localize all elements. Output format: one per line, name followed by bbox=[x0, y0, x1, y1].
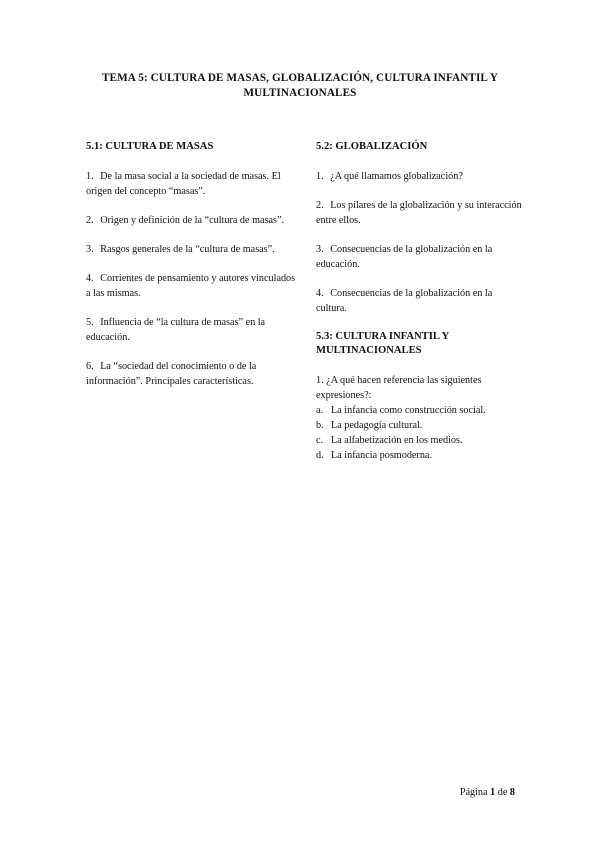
list-item bbox=[316, 286, 522, 316]
item-number: 1. bbox=[316, 374, 324, 386]
item-number: 3. bbox=[316, 243, 324, 255]
item-number: 5. bbox=[86, 316, 94, 328]
list-item bbox=[316, 373, 522, 403]
list-item bbox=[316, 198, 522, 228]
sub-list-item bbox=[316, 403, 522, 418]
item-text: ¿A qué llamamos globalización? bbox=[330, 170, 463, 182]
sub-list-item bbox=[316, 433, 522, 448]
sub-item-text: La pedagogía cultural. bbox=[331, 419, 423, 431]
item-number: 4. bbox=[86, 272, 94, 284]
sub-item-letter: a. bbox=[316, 404, 324, 416]
list-item bbox=[86, 213, 296, 228]
sub-item-letter: d. bbox=[316, 449, 324, 461]
sub-list-item bbox=[316, 448, 522, 463]
item-text: Influencia de “la cultura de masas” en la educación. bbox=[86, 316, 266, 343]
right-column bbox=[316, 140, 522, 463]
sub-list-item bbox=[316, 418, 522, 433]
total-pages-number: 8 bbox=[509, 787, 515, 798]
page-number-footer bbox=[460, 786, 515, 800]
sub-item-text: La infancia como construcción social. bbox=[331, 404, 486, 416]
list-item bbox=[86, 271, 296, 301]
sub-item-letter: b. bbox=[316, 419, 324, 431]
page-title bbox=[80, 71, 520, 101]
list-item bbox=[86, 315, 296, 345]
item-number: 2. bbox=[86, 214, 94, 226]
item-number: 6. bbox=[86, 360, 94, 372]
item-text: La “sociedad del conocimiento o de la información”. Principales características. bbox=[86, 360, 257, 387]
item-text: ¿A qué hacen referencia las siguientes expresiones?: bbox=[316, 374, 482, 401]
list-item bbox=[316, 242, 522, 272]
section-title-globalizacion: 5.2: GLOBALIZACIÓN bbox=[316, 141, 428, 152]
item-text: Corrientes de pensamiento y autores vinculados a las mismas. bbox=[86, 272, 296, 299]
item-text: De la masa social a la sociedad de masas. El origen del concepto “masas”. bbox=[86, 170, 281, 197]
section-title-cultura-de-masas: 5.1: CULTURA DE MASAS bbox=[86, 141, 214, 152]
item-number: 4. bbox=[316, 287, 324, 299]
list-item bbox=[316, 169, 522, 184]
item-number: 1. bbox=[86, 170, 94, 182]
page-label: Página bbox=[459, 787, 488, 798]
item-number: 1. bbox=[316, 170, 324, 182]
title-line-2: MULTINACIONALES bbox=[243, 87, 357, 99]
of-label: de bbox=[497, 787, 508, 798]
sub-item-text: La infancia posmoderna. bbox=[331, 449, 432, 461]
left-column bbox=[86, 140, 296, 403]
section-title-cultura-infantil: 5.3: CULTURA INFANTIL Y MULTINACIONALES bbox=[316, 330, 449, 356]
item-number: 3. bbox=[86, 243, 94, 255]
list-item bbox=[86, 242, 296, 257]
title-line-1: TEMA 5: CULTURA DE MASAS, GLOBALIZACIÓN, CULTURA INFANTIL Y bbox=[101, 72, 499, 84]
current-page-number: 1 bbox=[490, 787, 496, 798]
list-item bbox=[86, 169, 296, 199]
list-item bbox=[86, 359, 296, 389]
item-text: Origen y definición de la “cultura de masas”. bbox=[100, 214, 285, 226]
item-text: Consecuencias de la globalización en la cultura. bbox=[316, 287, 493, 314]
item-text: Los pilares de la globalización y su interacción entre ellos. bbox=[316, 199, 522, 226]
item-number: 2. bbox=[316, 199, 324, 211]
item-text: Consecuencias de la globalización en la educación. bbox=[316, 243, 493, 270]
sub-item-letter: c. bbox=[316, 434, 324, 446]
sub-item-text: La alfabetización en los medios. bbox=[331, 434, 463, 446]
item-text: Rasgos generales de la “cultura de masas”. bbox=[100, 243, 275, 255]
